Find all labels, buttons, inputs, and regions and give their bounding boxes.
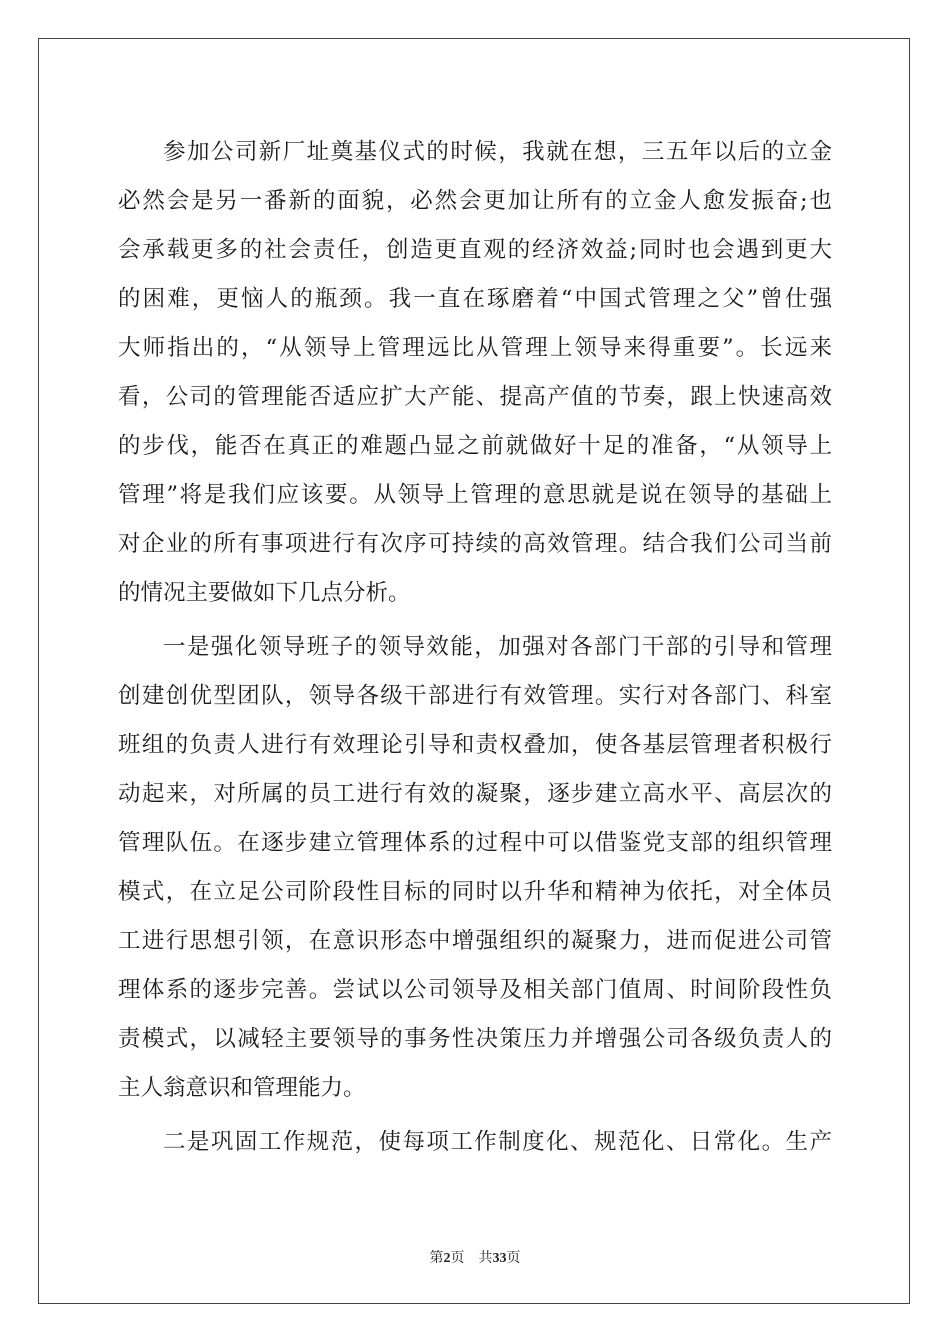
- page-footer: [0, 1247, 950, 1267]
- paragraph-1-line-2: 必然会是另一番新的面貌，必然会更加让所有的立金人愈发振奋;也: [118, 188, 832, 214]
- paragraph-2-line-5: 管理队伍。在逐步建立管理体系的过程中可以借鉴党支部的组织管理: [118, 830, 832, 856]
- paragraph-2-line-7: 工进行思想引领，在意识形态中增强组织的凝聚力，进而促进公司管: [118, 928, 832, 954]
- paragraph-2-line-1: 一是强化领导班子的领导效能，加强对各部门干部的引导和管理: [163, 634, 832, 660]
- paragraph-2-line-3: 班组的负责人进行有效理论引导和责权叠加，使各基层管理者积极行: [118, 732, 832, 758]
- page-number: 2: [443, 1251, 451, 1266]
- paragraph-1-line-6: 看，公司的管理能否适应扩大产能、提高产值的节奏，跟上快速高效: [118, 384, 832, 410]
- paragraph-1-line-4: 的困难，更恼人的瓶颈。我一直在琢磨着“中国式管理之父”曾仕强: [118, 286, 832, 312]
- total-suffix: 页: [506, 1250, 521, 1266]
- paragraph-1-line-8: 管理”将是我们应该要。从领导上管理的意思就是说在领导的基础上: [118, 482, 832, 508]
- paragraph-1-line-1: 参加公司新厂址奠基仪式的时候，我就在想，三五年以后的立金: [163, 139, 832, 165]
- page-prefix: 第: [429, 1250, 444, 1266]
- paragraph-2-line-6: 模式，在立足公司阶段性目标的同时以升华和精神为依托，对全体员: [118, 879, 832, 905]
- total-prefix: 共: [478, 1250, 493, 1266]
- paragraph-2-line-9: 责模式，以减轻主要领导的事务性决策压力并增强公司各级负责人的: [118, 1026, 832, 1052]
- paragraph-1-line-5: 大师指出的，“从领导上管理远比从管理上领导来得重要”。长远来: [118, 335, 832, 361]
- paragraph-2-line-4: 动起来，对所属的员工进行有效的凝聚，逐步建立高水平、高层次的: [118, 781, 832, 807]
- paragraph-1-line-7: 的步伐，能否在真正的难题凸显之前就做好十足的准备，“从领导上: [118, 433, 832, 459]
- paragraph-1-line-9: 对企业的所有事项进行有次序可持续的高效管理。结合我们公司当前: [118, 531, 832, 557]
- paragraph-1-line-3: 会承载更多的社会责任，创造更直观的经济效益;同时也会遇到更大: [118, 237, 832, 263]
- paragraph-1-line-10: 的情况主要做如下几点分析。: [118, 580, 411, 606]
- paragraph-2-line-2: 创建创优型团队，领导各级干部进行有效管理。实行对各部门、科室: [118, 683, 832, 709]
- paragraph-2-line-8: 理体系的逐步完善。尝试以公司领导及相关部门值周、时间阶段性负: [118, 977, 832, 1003]
- total-pages: 33: [492, 1251, 507, 1266]
- page-suffix: 页: [450, 1250, 465, 1266]
- paragraph-2-line-10: 主人翁意识和管理能力。: [118, 1075, 366, 1101]
- paragraph-3-line-1: 二是巩固工作规范，使每项工作制度化、规范化、日常化。生产: [163, 1129, 832, 1155]
